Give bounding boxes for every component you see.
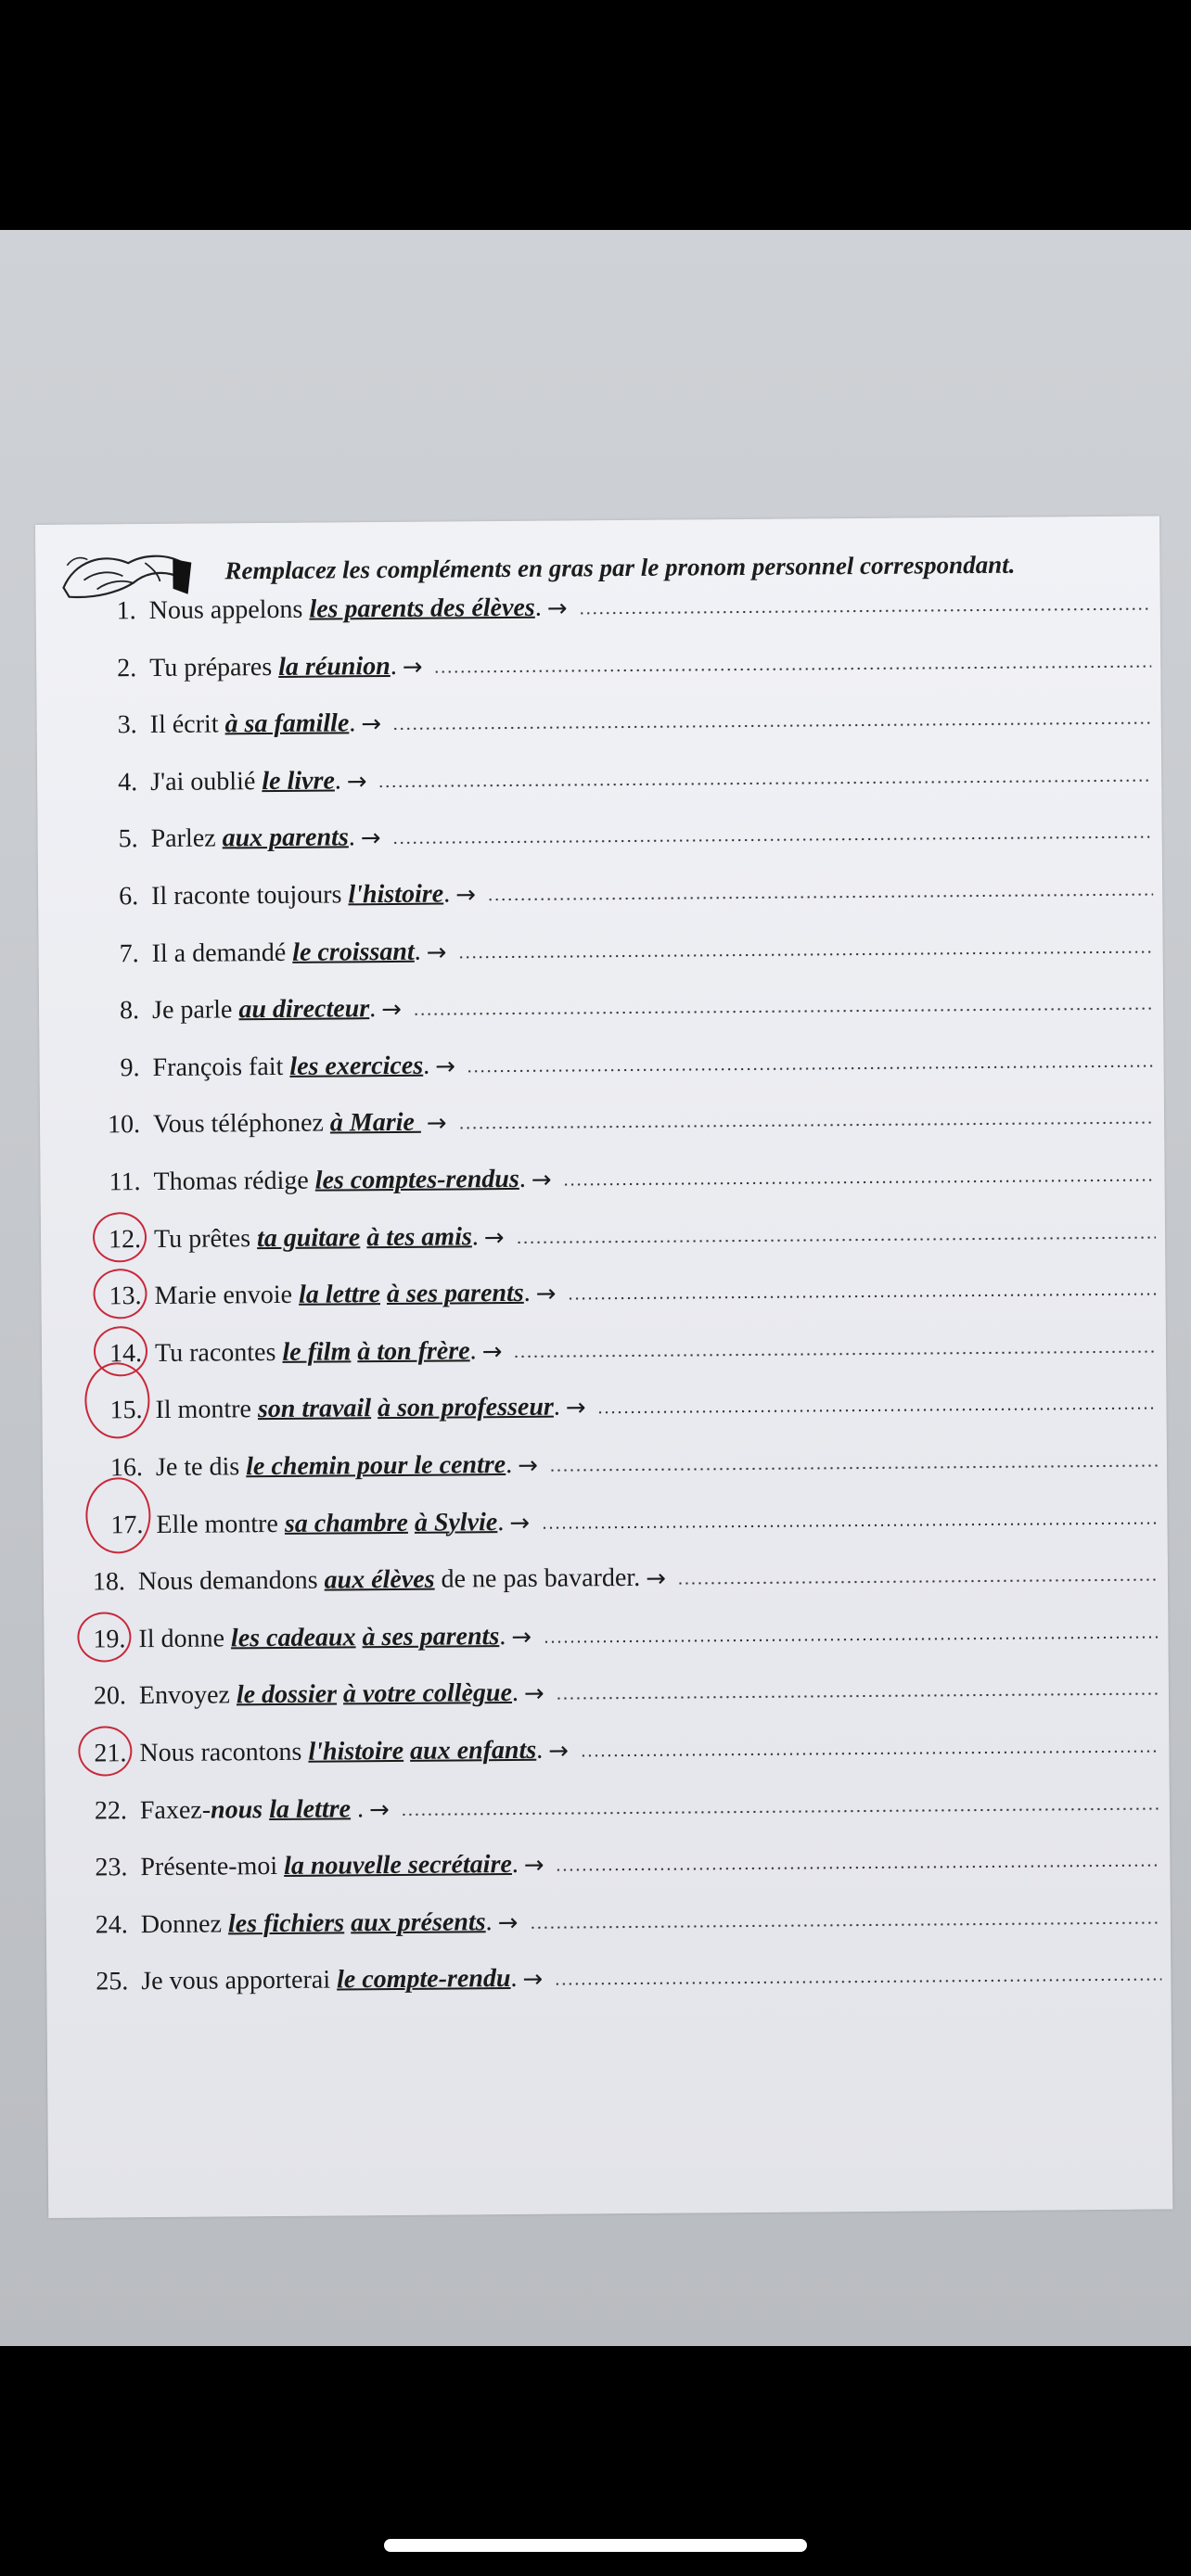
sentence-text: Présente-moi — [140, 1852, 285, 1882]
answer-blank[interactable] — [563, 1179, 1156, 1187]
bold-complement: à Sylvie — [414, 1507, 498, 1537]
exercise-line — [82, 1716, 1159, 1769]
arrow-icon: → — [518, 1451, 539, 1480]
exercise-line — [96, 1202, 1156, 1255]
sentence-text: J'ai oublié — [150, 766, 263, 797]
sentence-text: Donnez — [140, 1909, 229, 1939]
answer-blank[interactable] — [549, 1464, 1158, 1473]
sentence-text: Je vous apporterai — [141, 1965, 338, 1996]
sentence-text: Parlez — [150, 823, 223, 854]
exercise-number: 24. — [95, 1910, 128, 1940]
bold-complement: les comptes-rendus — [314, 1164, 519, 1195]
arrow-icon: → — [548, 1737, 570, 1766]
sentence-text: . — [534, 593, 542, 622]
bold-complement: sa chambre — [284, 1508, 408, 1538]
exercise-number: 10. — [107, 1110, 141, 1140]
exercise-number: 8. — [119, 996, 140, 1026]
exercise-line — [92, 688, 1151, 741]
bold-complement: la lettre — [298, 1280, 381, 1309]
sentence-text: . — [511, 1850, 519, 1880]
sentence-text: . — [390, 651, 397, 681]
answer-blank[interactable] — [556, 1864, 1161, 1872]
arrow-icon: → — [483, 1223, 505, 1252]
answer-blank[interactable] — [529, 1920, 1160, 1929]
sentence-text: . — [414, 937, 421, 966]
exercise-number: 11. — [109, 1167, 141, 1197]
arrow-icon: → — [368, 1795, 390, 1824]
arrow-icon: → — [509, 1509, 531, 1537]
arrow-icon: → — [565, 1394, 586, 1422]
exercise-number: 20. — [93, 1681, 127, 1711]
exercise-line — [83, 1887, 1161, 1940]
answer-blank[interactable] — [580, 1750, 1159, 1758]
bold-complement: la nouvelle secrétaire — [283, 1850, 512, 1881]
bold-complement: au directeur — [238, 994, 370, 1025]
exercise-number: 17. — [110, 1510, 144, 1539]
bold-complement: à Marie — [329, 1108, 421, 1138]
exercise-line — [94, 916, 1153, 969]
answer-blank[interactable] — [541, 1521, 1158, 1529]
exercise-line — [98, 1487, 1158, 1540]
sentence-text: Tu prêtes — [153, 1223, 258, 1254]
answer-blank[interactable] — [458, 950, 1154, 959]
exercise-line — [95, 974, 1154, 1027]
sentence-text: de ne pas bavarder. — [434, 1563, 641, 1594]
exercise-number: 9. — [120, 1052, 140, 1083]
answer-blank[interactable] — [392, 721, 1152, 731]
arrow-icon: → — [455, 881, 477, 910]
bold-complement: les exercices — [289, 1051, 424, 1081]
sentence-text: Il donne — [138, 1624, 232, 1653]
bold-complement: à sa famille — [224, 708, 350, 739]
sentence-text: Tu prépares — [149, 652, 279, 682]
arrow-icon: → — [531, 1166, 552, 1194]
exercise-line — [93, 745, 1152, 797]
sentence-text: Nous racontons — [139, 1737, 309, 1768]
sentence-text: Il montre — [155, 1395, 259, 1425]
sentence-text: Thomas rédige — [153, 1166, 315, 1197]
exercise-line — [95, 1030, 1154, 1083]
exercise-line — [94, 860, 1153, 912]
exercise-line — [98, 1431, 1158, 1484]
sentence-text: . — [497, 1507, 505, 1537]
exercise-number: 18. — [92, 1567, 126, 1597]
instruction-heading: Remplacez les compléments en gras par le pronom personnel correspondant. — [224, 550, 1016, 585]
arrow-icon: → — [426, 1109, 447, 1139]
arrow-icon: → — [361, 710, 382, 739]
answer-blank[interactable] — [487, 893, 1153, 902]
exercise-line — [83, 1773, 1160, 1826]
worksheet-paper — [35, 516, 1172, 2217]
exercise-number: 4. — [118, 767, 138, 797]
bold-complement: à ses parents — [362, 1621, 500, 1652]
answer-blank[interactable] — [467, 1064, 1155, 1073]
exercise-number: 15. — [109, 1396, 143, 1425]
bold-complement: le dossier — [236, 1679, 338, 1710]
sentence-text: . — [519, 1164, 526, 1193]
exercise-number: 16. — [109, 1453, 144, 1483]
exercise-number: 14. — [109, 1338, 143, 1369]
answer-blank[interactable] — [568, 1293, 1157, 1301]
bold-complement: aux présents — [351, 1907, 486, 1938]
exercise-line — [82, 1659, 1159, 1712]
sentence-text: Nous appelons — [148, 594, 310, 626]
answer-blank[interactable] — [378, 778, 1153, 788]
sentence-text: Il écrit — [149, 709, 225, 740]
sentence-text: . — [443, 879, 451, 909]
arrow-icon: → — [360, 824, 381, 853]
bold-complement: le compte-rendu — [336, 1964, 511, 1995]
bold-complement: les cadeaux — [230, 1623, 356, 1653]
sentence-text: Envoyez — [138, 1680, 237, 1711]
answer-blank[interactable] — [543, 1635, 1159, 1643]
sentence-text: . — [369, 994, 377, 1024]
exercise-number: 13. — [109, 1282, 142, 1311]
sentence-text: Je te dis — [155, 1452, 247, 1483]
bold-complement: à tes amis — [366, 1221, 472, 1252]
sentence-text: Je parle — [151, 995, 239, 1026]
exercise-line — [91, 574, 1150, 627]
exercise-number: 3. — [117, 710, 137, 740]
arrow-icon: → — [435, 1052, 456, 1081]
sentence-text: . — [499, 1621, 506, 1651]
sentence-text: . — [471, 1221, 479, 1251]
bold-complement: le film — [282, 1337, 352, 1367]
sentence-text: François fait — [152, 1052, 290, 1082]
bold-complement: aux parents — [222, 823, 349, 853]
sentence-text: Il a demandé — [151, 937, 293, 968]
arrow-icon: → — [497, 1908, 519, 1937]
sentence-text: . — [485, 1906, 493, 1937]
bold-complement: ta guitare — [256, 1222, 361, 1253]
answer-blank[interactable] — [677, 1578, 1159, 1586]
bold-complement: la lettre — [268, 1793, 352, 1824]
exercise-line — [83, 1945, 1161, 1997]
bold-complement: aux élèves — [324, 1564, 435, 1595]
sentence-text: . — [536, 1735, 544, 1765]
bold-complement: le croissant — [292, 937, 415, 967]
answer-blank[interactable] — [579, 607, 1151, 616]
home-indicator[interactable] — [384, 2539, 807, 2552]
arrow-icon: → — [381, 996, 403, 1025]
answer-blank[interactable] — [458, 1121, 1155, 1130]
exercise-number: 1. — [116, 596, 136, 626]
exercise-number: 7. — [119, 938, 139, 968]
bold-complement: à ton frère — [357, 1336, 470, 1367]
sentence-text: Nous demandons — [137, 1565, 325, 1597]
sentence-text: . — [510, 1964, 518, 1994]
exercise-line — [96, 1145, 1155, 1198]
answer-blank[interactable] — [401, 1806, 1160, 1816]
exercise-line — [96, 1088, 1155, 1141]
arrow-icon: → — [546, 594, 568, 623]
answer-blank[interactable] — [554, 1978, 1161, 1986]
bold-complement: aux enfants — [409, 1735, 537, 1766]
sentence-text: . — [348, 823, 355, 852]
arrow-icon: → — [523, 1680, 544, 1709]
arrow-icon: → — [523, 1851, 544, 1881]
bold-complement: les parents des élèves — [309, 593, 535, 624]
arrow-icon: → — [522, 1966, 544, 1995]
sentence-text: . — [334, 766, 341, 796]
bold-complement: l'histoire — [308, 1736, 404, 1766]
bold-complement: le chemin pour le centre — [246, 1450, 506, 1482]
exercise-line — [96, 1259, 1156, 1312]
exercise-number: 12. — [108, 1224, 142, 1254]
sentence-text: . — [553, 1392, 560, 1422]
arrow-icon: → — [346, 767, 367, 797]
exercise-number: 22. — [94, 1795, 128, 1826]
bold-complement: son travail — [257, 1394, 372, 1424]
sentence-text: . — [469, 1336, 477, 1366]
exercise-number: 2. — [117, 653, 137, 682]
answer-blank[interactable] — [413, 1007, 1154, 1016]
sentence-text: Vous téléphonez — [152, 1108, 330, 1140]
sentence-text: . — [423, 1051, 430, 1080]
sentence-text: . — [349, 708, 356, 738]
bold-complement: à son professeur — [377, 1393, 554, 1423]
answer-blank[interactable] — [434, 664, 1152, 673]
sentence-text: Il raconte toujours — [151, 880, 349, 912]
sentence-text: . — [523, 1279, 531, 1308]
arrow-icon: → — [646, 1564, 667, 1594]
sentence-text: Faxez- — [139, 1795, 211, 1825]
exercise-line — [93, 802, 1152, 855]
exercise-number: 6. — [119, 882, 139, 912]
arrow-icon: → — [511, 1623, 532, 1651]
bold-complement: à votre collègue — [342, 1678, 513, 1709]
exercise-number: 23. — [95, 1853, 128, 1882]
photo-background — [0, 230, 1191, 2346]
answer-blank[interactable] — [513, 1349, 1157, 1358]
sentence-text: Marie envoie — [154, 1280, 300, 1311]
bold-complement: les fichiers — [227, 1908, 345, 1939]
sentence-text: . — [511, 1678, 519, 1708]
bold-word: nous — [210, 1794, 270, 1825]
exercise-line — [97, 1373, 1157, 1426]
arrow-icon: → — [535, 1280, 557, 1308]
arrow-icon: → — [402, 653, 423, 682]
exercise-line — [97, 1316, 1157, 1369]
sentence-text: Tu racontes — [154, 1337, 283, 1368]
exercise-line — [83, 1830, 1160, 1883]
sentence-text: . — [506, 1449, 513, 1480]
answer-blank[interactable] — [392, 835, 1153, 845]
answer-blank[interactable] — [597, 1407, 1158, 1415]
bold-complement: la réunion — [278, 651, 391, 682]
answer-blank[interactable] — [556, 1692, 1159, 1701]
exercise-number: 25. — [96, 1967, 129, 1996]
sentence-text: . — [350, 1793, 365, 1823]
exercise-line — [81, 1545, 1159, 1598]
answer-blank[interactable] — [516, 1235, 1156, 1243]
sentence-text: Elle montre — [156, 1509, 285, 1539]
exercise-number: 5. — [118, 824, 138, 854]
bold-complement: à ses parents — [386, 1279, 524, 1309]
exercise-line — [92, 631, 1151, 683]
arrow-icon: → — [481, 1337, 503, 1367]
arrow-icon: → — [426, 938, 447, 967]
exercise-line — [81, 1601, 1159, 1654]
bold-complement: l'histoire — [348, 879, 444, 910]
exercise-number: 21. — [94, 1739, 127, 1768]
exercise-number: 19. — [93, 1625, 126, 1654]
bold-complement: le livre — [262, 766, 335, 796]
